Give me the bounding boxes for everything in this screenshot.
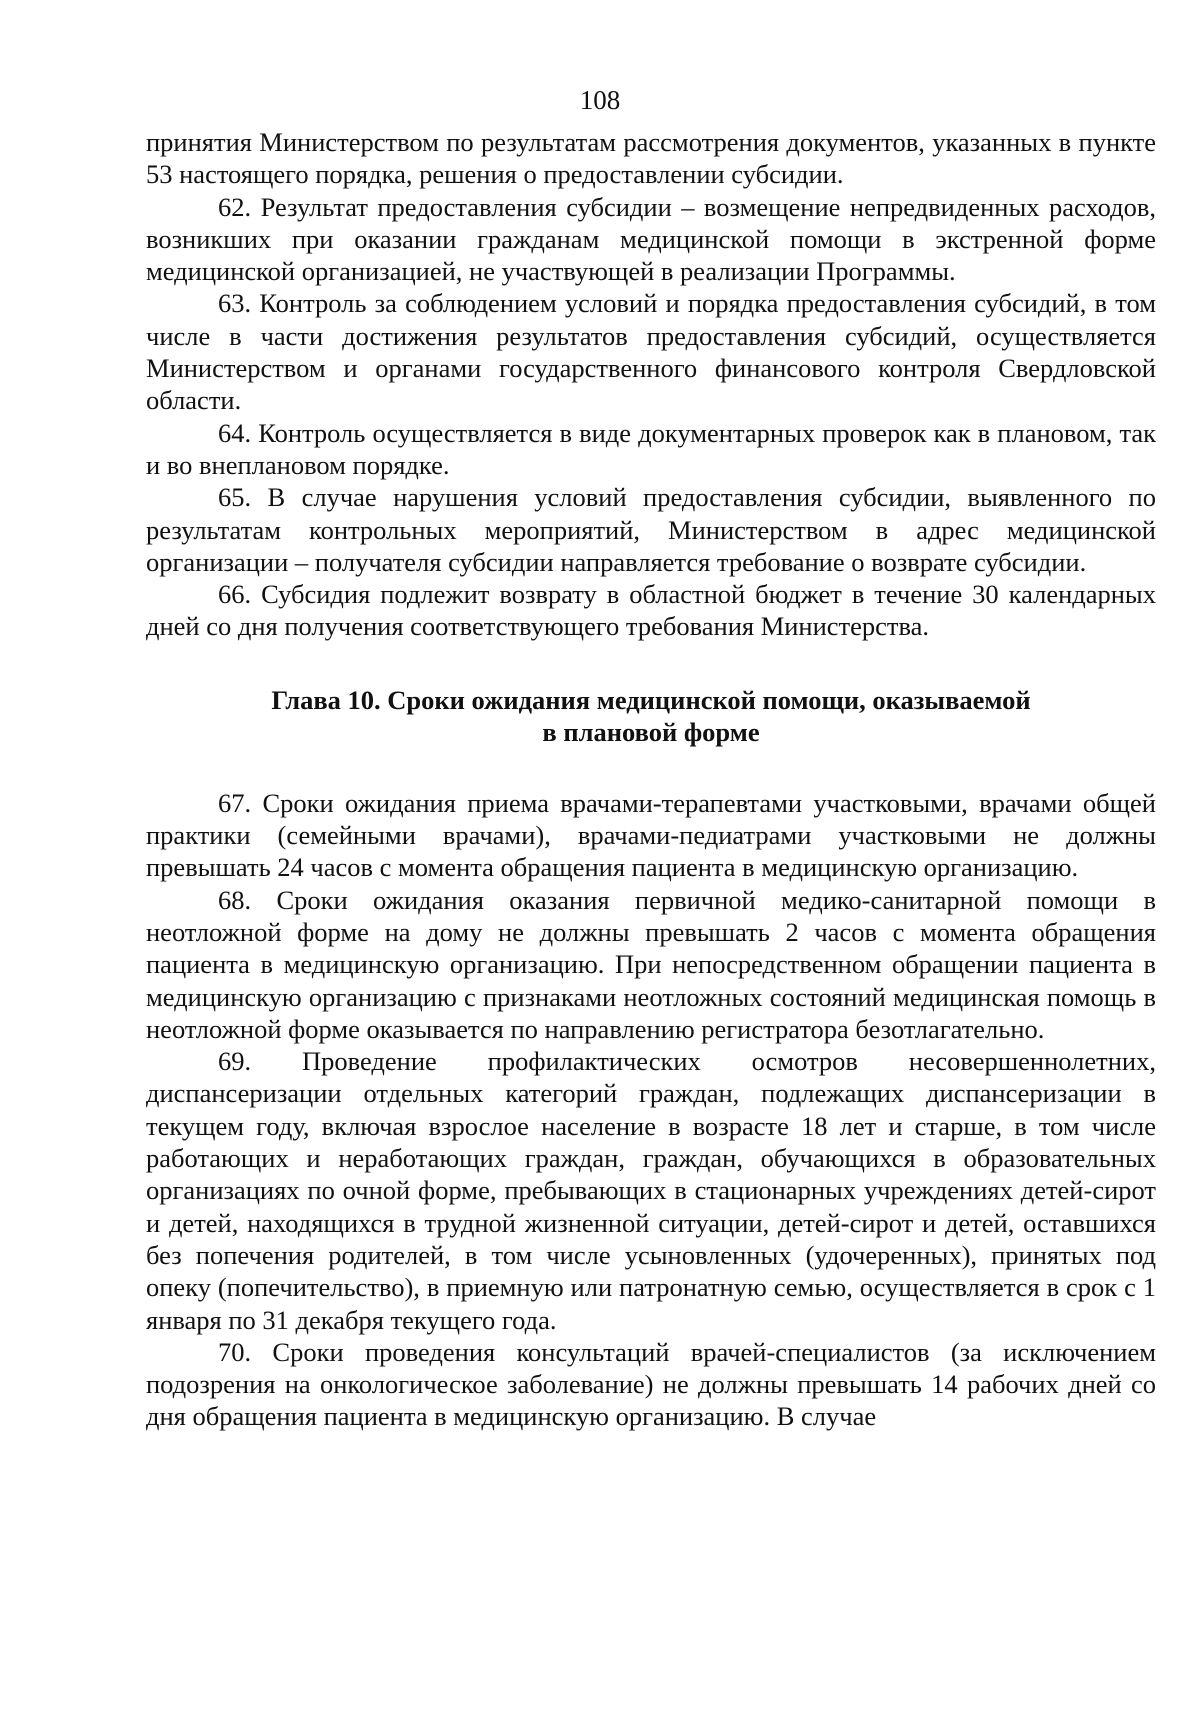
paragraph-67: 67. Сроки ожидания приема врачами-терапевтами участковыми, врачами общей практики (семейными врачами), врачами-педиатрами участковыми не должны превышать 24 часов с момента обращения пациента в медицинскую организацию. <box>146 787 1156 883</box>
paragraph-continuation: принятия Министерством по результатам рассмотрения документов, указанных в пункте 53 настоящего порядка, решения о предоставлении субсидии. <box>146 127 1156 190</box>
chapter-heading-line-2: в плановой форме <box>542 716 760 747</box>
paragraph-64: 64. Контроль осуществляется в виде документарных проверок как в плановом, так и во внеплановом порядке. <box>146 417 1156 480</box>
document-body <box>146 126 1156 1433</box>
chapter-heading-line-1: Глава 10. Сроки ожидания медицинской помощи, оказываемой <box>271 684 1031 715</box>
page-number: 108 <box>579 85 621 115</box>
paragraph-69: 69. Проведение профилактических осмотров несовершеннолетних, диспансеризации отдельных категорий граждан, подлежащих диспансеризации в текущем году, включая взрослое население в возрасте 18 лет и старше, в том числе работающих и неработающих граждан, граждан, обучающихся в образовательных организациях по очной форме, пребывающих в стационарных учреждениях детей-сирот и детей, находящихся в трудной жизненной ситуации, детей-сирот и детей, оставшихся без попечения родителей, в том числе усыновленных (удочеренных), принятых под опеку (попечительство), в приемную или патронатную семью, осуществляется в срок с 1 января по 31 декабря текущего года. <box>146 1046 1156 1335</box>
paragraph-66: 66. Субсидия подлежит возврату в областной бюджет в течение 30 календарных дней со дня получения соответствующего требования Министерства. <box>146 579 1156 642</box>
chapter-heading <box>146 684 1156 748</box>
paragraph-62: 62. Результат предоставления субсидии – возмещение непредвиденных расходов, возникших при оказании гражданам медицинской помощи в экстренной форме медицинской организацией, не участвующей в реализации Программы. <box>146 191 1156 287</box>
paragraph-65: 65. В случае нарушения условий предоставления субсидии, выявленного по результатам контрольных мероприятий, Министерством в адрес медицинской организации – получателя субсидии направляется требование о возврате субсидии. <box>146 482 1156 577</box>
paragraph-70: 70. Сроки проведения консультаций врачей-специалистов (за исключением подозрения на онкологическое заболевание) не должны превышать 14 рабочих дней со дня обращения пациента в медицинскую организацию. В случае <box>146 1336 1156 1432</box>
paragraph-68: 68. Сроки ожидания оказания первичной медико-санитарной помощи в неотложной форме на дому не должны превышать 2 часов с момента обращения пациента в медицинскую организацию. При непосредственном обращении пациента в медицинскую организацию с признаками неотложных состояний медицинская помощь в неотложной форме оказывается по направлению регистратора безотлагательно. <box>146 884 1156 1044</box>
paragraph-63: 63. Контроль за соблюдением условий и порядка предоставления субсидий, в том числе в части достижения результатов предоставления субсидий, осуществляется Министерством и органами государственного финансового контроля Свердловской области. <box>146 288 1156 416</box>
